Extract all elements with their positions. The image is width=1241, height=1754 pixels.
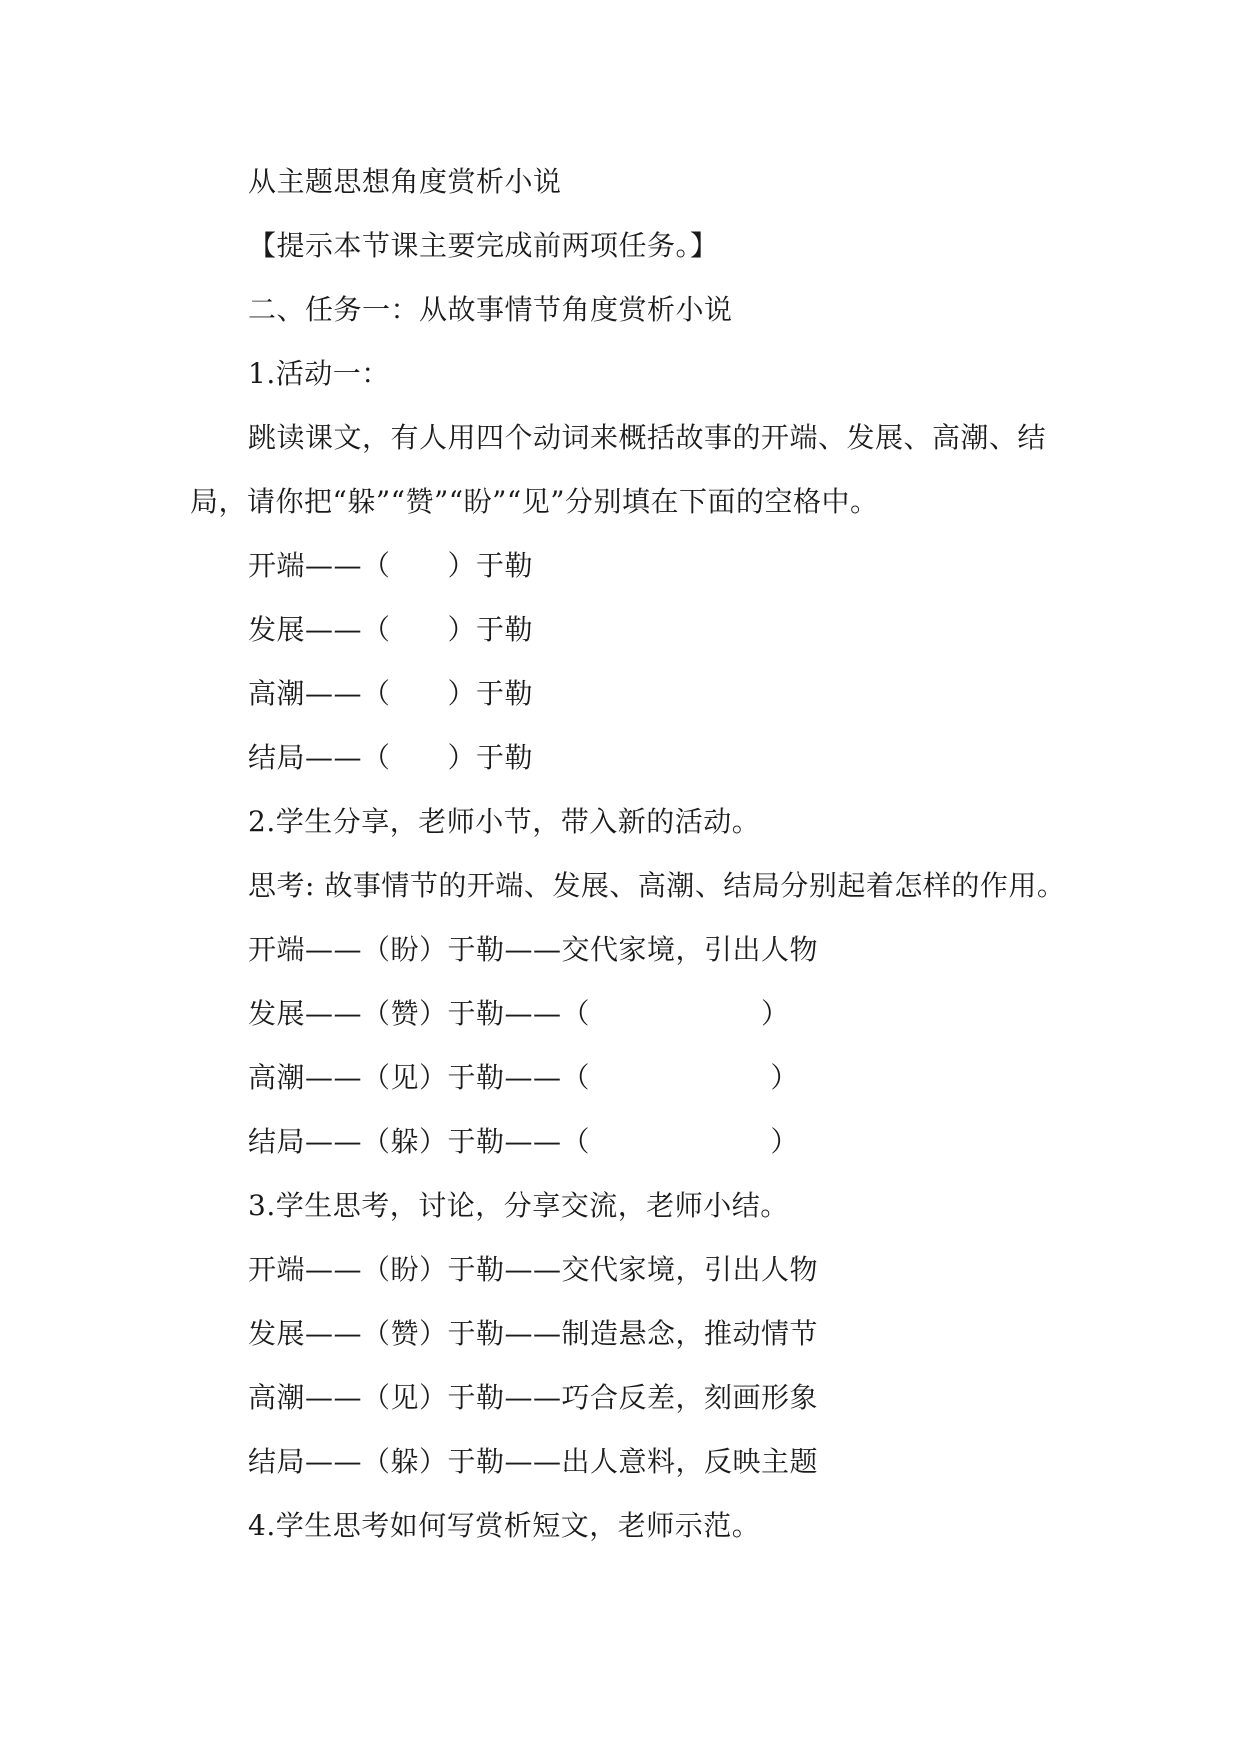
step-three: 3.学生思考，讨论，分享交流，老师小结。 [248,1189,789,1222]
task-heading: 二、任务一：从故事情节角度赏析小说 [248,293,733,326]
hint-note: 【提示本节课主要完成前两项任务。】 [248,229,719,262]
paragraph-line: 跳读课文，有人用四个动词来概括故事的开端、发展、高潮、结 [248,421,1047,454]
fill-blank-development: 发展——（ ）于勒 [248,613,534,646]
summary-row-ending: 结局——（躲）于勒——出人意料，反映主题 [248,1445,819,1478]
step-two: 2.学生分享，老师小节，带入新的活动。 [248,805,761,838]
section-heading: 从主题思想角度赏析小说 [248,165,562,198]
fill-blank-beginning: 开端——（ ）于勒 [248,549,534,582]
fill-blank-climax: 高潮——（ ）于勒 [248,677,534,710]
fill-blank-ending: 结局——（ ）于勒 [248,741,534,774]
summary-row-development: 发展——（赞）于勒——制造悬念，推动情节 [248,1317,819,1350]
question-line: 思考: 故事情节的开端、发展、高潮、结局分别起着怎样的作用。 [248,869,1066,902]
step-four: 4.学生思考如何写赏析短文，老师示范。 [248,1509,761,1542]
plot-row-ending: 结局——（躲）于勒——（ ） [248,1125,799,1158]
summary-row-beginning: 开端——（盼）于勒——交代家境，引出人物 [248,1253,819,1286]
plot-row-development: 发展——（赞）于勒——（ ） [248,997,790,1030]
paragraph-line-continued: 局，请你把“躲”“赞”“盼”“见”分别填在下面的空格中。 [190,485,879,518]
activity-heading: 1.活动一： [248,357,390,390]
summary-row-climax: 高潮——（见）于勒——巧合反差，刻画形象 [248,1381,819,1414]
plot-row-climax: 高潮——（见）于勒——（ ） [248,1061,799,1094]
plot-row-beginning: 开端——（盼）于勒——交代家境，引出人物 [248,933,819,966]
